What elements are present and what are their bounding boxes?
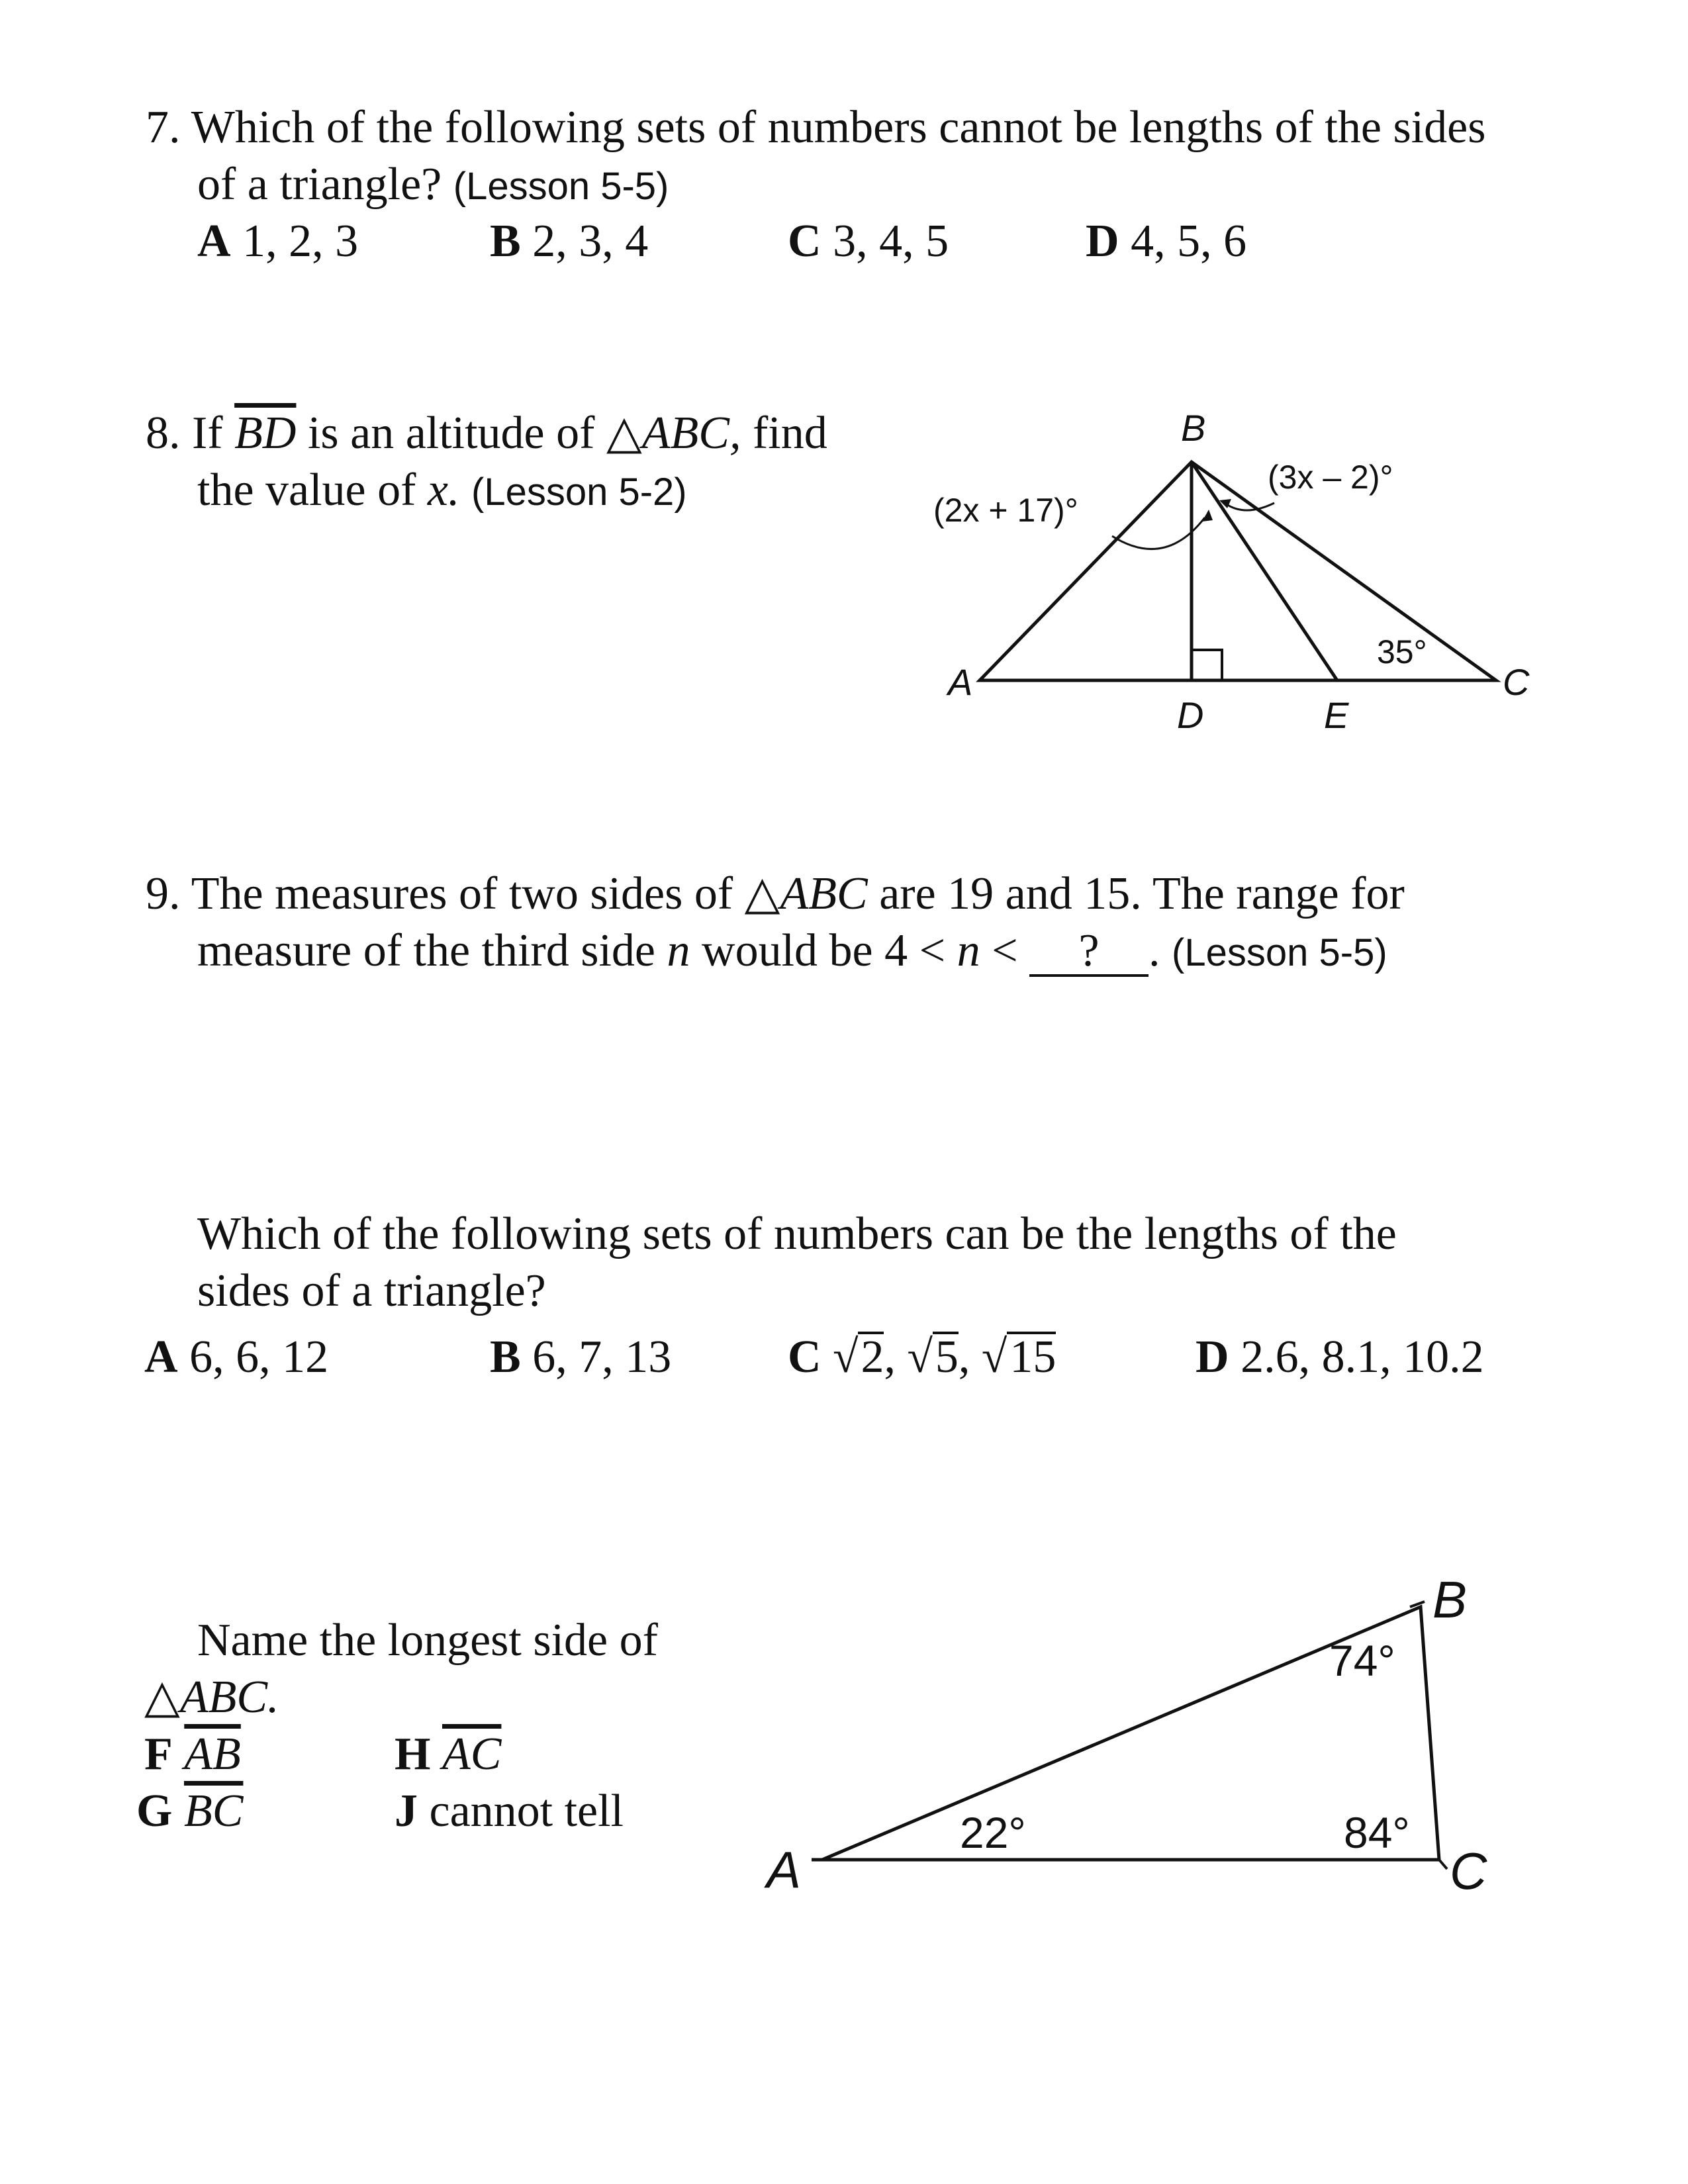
q8-lesson: (Lesson 5-2) — [471, 471, 687, 514]
q7-number: 7. — [146, 102, 181, 153]
q7-lesson: (Lesson 5-5) — [453, 165, 669, 208]
q8-line1: 8. If $\overline{BD}$ is an altitude of △ABC, find — [146, 408, 827, 459]
sqrt-symbol: √ — [907, 1332, 933, 1383]
q7-choice-c: C 3, 4, 5 — [788, 216, 949, 267]
q7-line2 — [197, 156, 669, 215]
q11-vertex-mark-c — [1439, 1860, 1447, 1869]
q11-label-c: C — [1450, 1842, 1487, 1900]
q11-choice-j: J cannot tell — [395, 1786, 624, 1837]
q10-choice-b: B 6, 7, 13 — [490, 1332, 672, 1383]
q9-answer-blank[interactable]: ? — [1029, 928, 1149, 977]
q8-label-d: D — [1177, 694, 1204, 736]
q11-label-a: A — [767, 1841, 802, 1899]
q11-choice-h: H $\overline{AC}$ — [395, 1729, 502, 1780]
sqrt-symbol: √ — [833, 1332, 859, 1383]
sqrt-symbol: √ — [981, 1332, 1008, 1383]
q7-choice-a: A 1, 2, 3 — [197, 216, 359, 267]
q11-label-b: B — [1432, 1575, 1468, 1629]
q9-line2: measure of the third side n would be 4 < n < ? . (Lesson 5-5) — [197, 925, 1387, 976]
q9-lesson: (Lesson 5-5) — [1172, 931, 1387, 974]
q8-arrowhead — [1202, 510, 1213, 522]
q10-line1: Which of the following sets of numbers can be the lengths of the — [197, 1208, 1397, 1259]
q9-number: 9. — [146, 868, 181, 919]
q11-choice-g: G $\overline{BC}$ — [136, 1786, 244, 1837]
q7-text: Which of the following sets of numbers cannot be lengths of the sides — [191, 102, 1486, 153]
q8-right-angle-mark — [1192, 650, 1222, 680]
q8-figure — [914, 404, 1562, 748]
q10-line2: sides of a triangle? — [197, 1265, 546, 1316]
q10-choice-c: C √2, √5, √15 — [788, 1332, 1056, 1383]
q10-choice-d: D 2.6, 8.1, 10.2 — [1196, 1332, 1484, 1383]
q8-angle-right-label: (3x – 2)° — [1268, 459, 1393, 496]
q7-choice-b: B 2, 3, 4 — [490, 216, 649, 267]
segment-bd: $\overline{BD}$ — [234, 408, 297, 459]
q8-label-e: E — [1324, 694, 1349, 736]
q7-text-2: of a triangle? — [197, 159, 442, 210]
q8-label-a: A — [948, 661, 973, 703]
q11-angle-c-label: 84° — [1344, 1808, 1410, 1857]
q7-line1 — [146, 99, 1485, 156]
q11-angle-a-label: 22° — [960, 1808, 1026, 1857]
q8-angle-left-label: (2x + 17)° — [933, 492, 1078, 529]
q11-choice-f: F $\overline{AB}$ — [144, 1729, 241, 1780]
q8-line2: the value of x. (Lesson 5-2) — [197, 465, 687, 516]
q11-line1: Name the longest side of — [197, 1615, 658, 1666]
q11-triangle: △ABC. — [144, 1672, 279, 1723]
q8-label-c: C — [1503, 661, 1530, 703]
q11-vertex-mark-b — [1410, 1602, 1425, 1607]
q11-figure — [755, 1575, 1523, 1906]
q10-choice-a: A 6, 6, 12 — [144, 1332, 329, 1383]
q11-angle-b-label: 74° — [1329, 1636, 1395, 1685]
q9-line1: 9. The measures of two sides of △ABC are 19 and 15. The range for — [146, 868, 1405, 919]
q8-label-b: B — [1181, 407, 1206, 449]
triangle-abc-label: △ABC, — [606, 408, 741, 459]
q8-number: 8. — [146, 408, 181, 459]
q8-angle-c-label: 35° — [1377, 633, 1427, 670]
q7-choice-d: D 4, 5, 6 — [1086, 216, 1247, 267]
